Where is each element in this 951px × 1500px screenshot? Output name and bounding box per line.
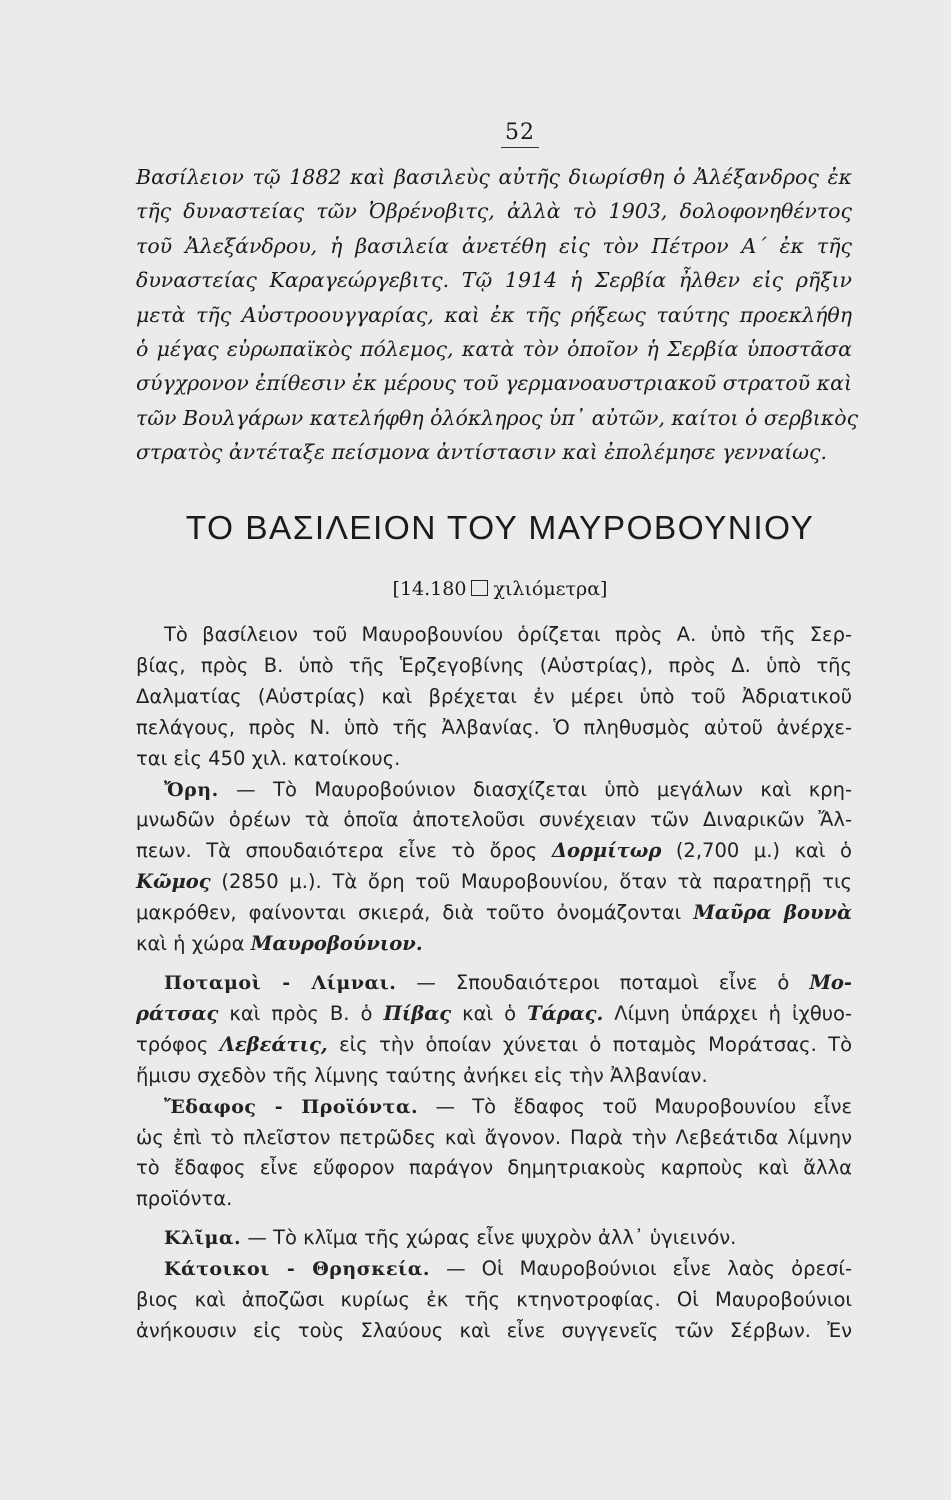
soil-line: ὡς ἐπὶ τὸ πλεῖστον πετρῶδες καὶ ἄγονον. Παρὰ τὴν Λεβεάτιδα λίμνην: [136, 1125, 852, 1149]
area-value: [14.180: [392, 578, 467, 600]
peak-name: Κῶμος: [136, 870, 211, 894]
mountains-line: Κῶμος (2850 μ.). Τὰ ὄρη τοῦ Μαυροβουνίου, ὅταν τὰ παρατηρῇ τις: [136, 870, 852, 894]
intro-line: μετὰ τῆς Αὐστροουγγαρίας, καὶ ἐκ τῆς ρήξεως ταύτης προεκλήθη: [136, 302, 852, 327]
intro-line: στρατὸς ἀντέταξε πείσμονα ἀντίστασιν καὶ ἐπολέμησε γενναίως.: [136, 440, 827, 465]
section-heading-soil: Ἔδαφος - Προϊόντα.: [164, 1095, 419, 1118]
rivers-line: ράτσας καὶ πρὸς Β. ὁ Πίβας καὶ ὁ Τάρας. Λίμνη ὑπάρχει ἡ ἰχθυο-: [136, 1001, 853, 1025]
area-note: [190, 578, 810, 600]
soil-line: τὸ ἔδαφος εἶνε εὔφορον παράγον δημητριακοὺς καρποὺς καὶ ἄλλα: [136, 1156, 852, 1180]
soil-line: Ἔδαφος - Προϊόντα. — Τὸ ἔδαφος τοῦ Μαυροβουνίου εἶνε: [164, 1094, 853, 1118]
intro-line: ὁ μέγας εὐρωπαϊκὸς πόλεμος, κατὰ τὸν ὁποῖον ἡ Σερβία ὑποστᾶσα: [136, 337, 852, 362]
intro-line: τῶν Βουλγάρων κατελήφθη ὁλόκληρος ὑπ᾽ αὐτῶν, καίτοι ὁ σερβικὸς: [136, 405, 859, 430]
mountains-line: μνωδῶν ὀρέων τὰ ὁποῖα ἀποτελοῦσι συνέχειαν τῶν Διναρικῶν Ἄλ-: [136, 808, 852, 832]
rivers-line: ἥμισυ σχεδὸν τῆς λίμνης ταύτης ἀνήκει εἰς τὴν Ἀλβανίαν.: [136, 1063, 708, 1087]
lake-name: Λεβεάτις,: [219, 1032, 328, 1056]
intro-line: τῆς δυναστείας τῶν Ὀβρένοβιτς, ἀλλὰ τὸ 1903, δολοφονηθέντος: [136, 199, 852, 224]
rivers-line: Ποταμοὶ - Λίμναι. — Σπουδαιότεροι ποταμοὶ εἶνε ὁ Μο-: [164, 970, 852, 994]
intro-line: Βασίλειον τῷ 1882 καὶ βασιλεὺς αὐτῆς διωρίσθη ὁ Ἀλέξανδρος ἐκ: [136, 165, 852, 189]
borders-line: βίας, πρὸς Β. ὑπὸ τῆς Ἑρζεγοβίνης (Αὐστρίας), πρὸς Δ. ὑπὸ τῆς: [136, 653, 852, 677]
section-heading-mountains: Ὄρη.: [164, 778, 219, 801]
people-line: βιος καὶ ἀποζῶσι κυρίως ἐκ τῆς κτηνοτροφίας. Οἱ Μαυροβούνιοι: [136, 1288, 852, 1312]
mountains-line: καὶ ἡ χώρα Μαυροβούνιον.: [136, 932, 423, 956]
intro-line: δυναστείας Καραγεώργεβιτς. Τῷ 1914 ἡ Σερβία ἦλθεν εἰς ρῆξιν: [136, 268, 852, 293]
area-unit: χιλιόμετρα]: [493, 578, 608, 600]
intro-line: σύγχρονον ἐπίθεσιν ἐκ μέρους τοῦ γερμανοαυστριακοῦ στρατοῦ καὶ: [136, 371, 852, 396]
river-name: ράτσας: [136, 1001, 219, 1025]
section-heading-people: Κάτοικοι - Θρησκεία.: [164, 1258, 430, 1281]
mountains-line: Ὄρη. — Τὸ Μαυροβούνιον διασχίζεται ὑπὸ μεγάλων καὶ κρη-: [164, 777, 852, 801]
mountains-line: πεων. Τὰ σπουδαιότερα εἶνε τὸ ὄρος Δορμίτωρ (2,700 μ.) καὶ ὁ: [136, 839, 852, 863]
people-line: ἀνήκουσιν εἰς τοὺς Σλαύους καὶ εἶνε συγγενεῖς τῶν Σέρβων. Ἐν: [136, 1318, 852, 1342]
page-number: 52: [0, 120, 951, 145]
body-text: [136, 620, 852, 1347]
rivers-line: τρόφος Λεβεάτις, εἰς τὴν ὁποίαν χύνεται ὁ ποταμὸς Μοράτσας. Τὸ: [136, 1032, 853, 1056]
river-name: Πίβας: [383, 1001, 452, 1025]
borders-line: ται εἰς 450 χιλ. κατοίκους.: [136, 746, 401, 770]
soil-line: προϊόντα.: [136, 1187, 233, 1211]
river-name: Τάρας.: [527, 1001, 604, 1025]
peak-name: Δορμίτωρ: [551, 839, 662, 863]
intro-line: τοῦ Ἀλεξάνδρου, ἡ βασιλεία ἀνετέθη εἰς τὸν Πέτρον Α΄ ἐκ τῆς: [136, 233, 852, 258]
chapter-title: ΤΟ ΒΑΣΙΛΕΙΟΝ ΤΟΥ ΜΑΥΡΟΒΟΥΝΙΟΥ: [185, 510, 815, 547]
borders-line: Δαλματίας (Αὐστρίας) καὶ βρέχεται ἐν μέρει ὑπὸ τοῦ Ἀδριατικοῦ: [136, 684, 852, 708]
climate-line: Κλῖμα. — Τὸ κλῖμα τῆς χώρας εἶνε ψυχρὸν ἀλλ᾽ ὑγιεινόν.: [164, 1226, 737, 1250]
people-line: Κάτοικοι - Θρησκεία. — Οἱ Μαυροβούνιοι εἶνε λαὸς ὀρεσί-: [164, 1257, 852, 1281]
section-heading-rivers: Ποταμοὶ - Λίμναι.: [164, 971, 397, 994]
mountains-line: μακρόθεν, φαίνονται σκιερά, διὰ τοῦτο ὀνομάζονται Μαῦρα βουνὰ: [136, 901, 853, 925]
square-icon: [471, 580, 488, 596]
intro-paragraph: [136, 160, 859, 470]
river-name: Μο-: [809, 970, 852, 994]
borders-line: Τὸ βασίλειον τοῦ Μαυροβουνίου ὁρίζεται πρὸς Α. ὑπὸ τῆς Σερ-: [164, 623, 852, 646]
section-heading-climate: Κλῖμα.: [164, 1227, 242, 1250]
term: Μαῦρα βουνὰ: [693, 901, 853, 925]
borders-line: πελάγους, πρὸς Ν. ὑπὸ τῆς Ἀλβανίας. Ὁ πληθυσμὸς αὐτοῦ ἀνέρχε-: [136, 715, 852, 739]
term: Μαυροβούνιον.: [250, 932, 423, 956]
